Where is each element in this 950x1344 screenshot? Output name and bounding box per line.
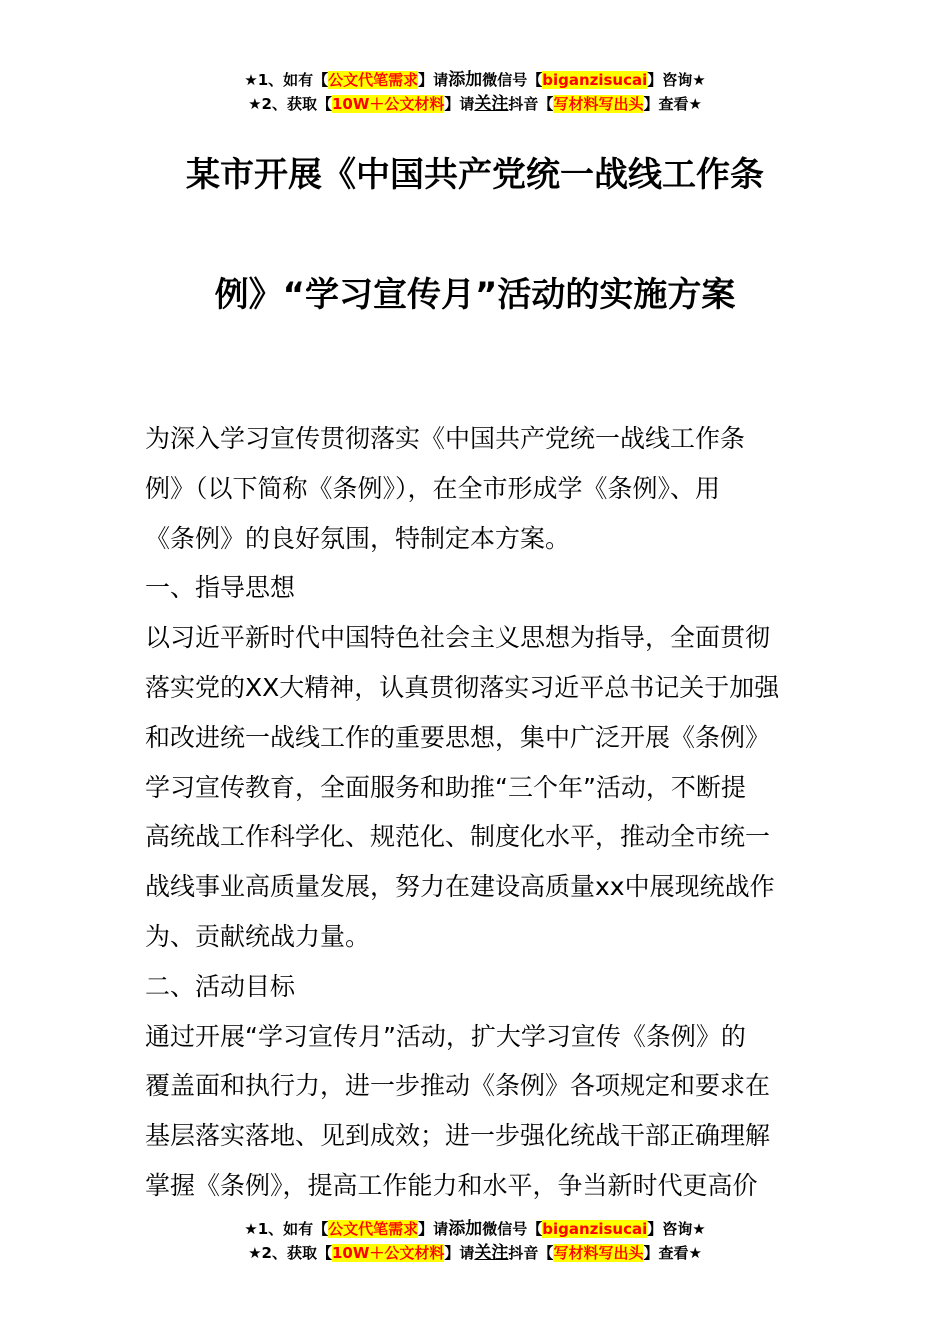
banner-text: 微信号【 (482, 1220, 543, 1238)
body-line: 战线事业高质量发展，努力在建设高质量xx中展现统战作 (145, 872, 775, 902)
banner-text: ★2、获取【 (248, 1244, 332, 1262)
banner-text: 】请 (418, 1220, 449, 1238)
banner-text: 】请 (444, 1244, 475, 1262)
body-line: 为、贡献统战力量。 (145, 921, 371, 951)
banner-highlight: 公文代笔需求 (328, 71, 419, 89)
banner-douyin-id: 写材料写出头 (553, 95, 644, 113)
banner-line-2 (0, 1241, 950, 1265)
banner-text: 】请 (418, 71, 449, 89)
body-line: 落实党的XX大精神，认真贯彻落实习近平总书记关于加强 (145, 672, 780, 702)
body-line: 为深入学习宣传贯彻落实《中国共产党统一战线工作条 (145, 424, 746, 453)
banner-emphasis: 添加 (448, 1219, 483, 1239)
banner-text: 】咨询★ (647, 71, 706, 89)
document-title-line-2: 例》“学习宣传月”活动的实施方案 (214, 275, 736, 315)
banner-emphasis: 关注 (474, 94, 509, 114)
banner-text: ★1、如有【 (244, 71, 329, 89)
body-line: 通过开展“学习宣传月”活动，扩大学习宣传《条例》的 (145, 1021, 746, 1051)
banner-douyin-id: 写材料写出头 (553, 1244, 644, 1262)
body-line: 《条例》的良好氛围，特制定本方案。 (145, 523, 571, 553)
banner-wechat-id: biganzisucai (542, 71, 648, 89)
body-line: 例》（以下简称《条例》），在全市形成学《条例》、用 (145, 473, 721, 503)
banner-line-1 (0, 1217, 950, 1241)
banner-emphasis: 关注 (474, 1243, 509, 1263)
document-body (145, 414, 807, 1211)
body-line: 和改进统一战线工作的重要思想，集中广泛开展《条例》 (145, 722, 771, 752)
banner-text: ★2、获取【 (248, 95, 332, 113)
banner-text: 】查看★ (643, 1244, 702, 1262)
body-line: 覆盖面和执行力，进一步推动《条例》各项规定和要求在 (145, 1071, 771, 1101)
body-line: 高统战工作科学化、规范化、制度化水平，推动全市统一 (145, 822, 771, 852)
banner-text: 抖音【 (508, 95, 554, 113)
banner-text: 】请 (444, 95, 475, 113)
body-line: 以习近平新时代中国特色社会主义思想为指导，全面贯彻 (145, 623, 771, 653)
banner-text: 】咨询★ (647, 1220, 706, 1238)
document-title-line-1: 某市开展《中国共产党统一战线工作条 (186, 155, 764, 195)
banner-text: 】查看★ (643, 95, 702, 113)
footer-banner (0, 1217, 950, 1265)
body-line: 掌握《条例》，提高工作能力和水平，争当新时代更高价 (145, 1170, 758, 1200)
banner-highlight: 公文代笔需求 (328, 1220, 419, 1238)
banner-highlight: 10W＋公文材料 (331, 95, 445, 113)
body-line: 一、指导思想 (145, 573, 296, 603)
body-line: 基层落实落地、见到成效；进一步强化统战干部正确理解 (145, 1121, 771, 1151)
body-line: 学习宣传教育，全面服务和助推“三个年”活动，不断提 (145, 772, 746, 802)
banner-line-1 (0, 68, 950, 92)
header-banner (0, 68, 950, 116)
banner-text: 微信号【 (482, 71, 543, 89)
banner-line-2 (0, 92, 950, 116)
banner-text: ★1、如有【 (244, 1220, 329, 1238)
banner-highlight: 10W＋公文材料 (331, 1244, 445, 1262)
banner-emphasis: 添加 (448, 70, 483, 90)
banner-text: 抖音【 (508, 1244, 554, 1262)
banner-wechat-id: biganzisucai (542, 1220, 648, 1238)
body-line: 二、活动目标 (145, 971, 296, 1001)
